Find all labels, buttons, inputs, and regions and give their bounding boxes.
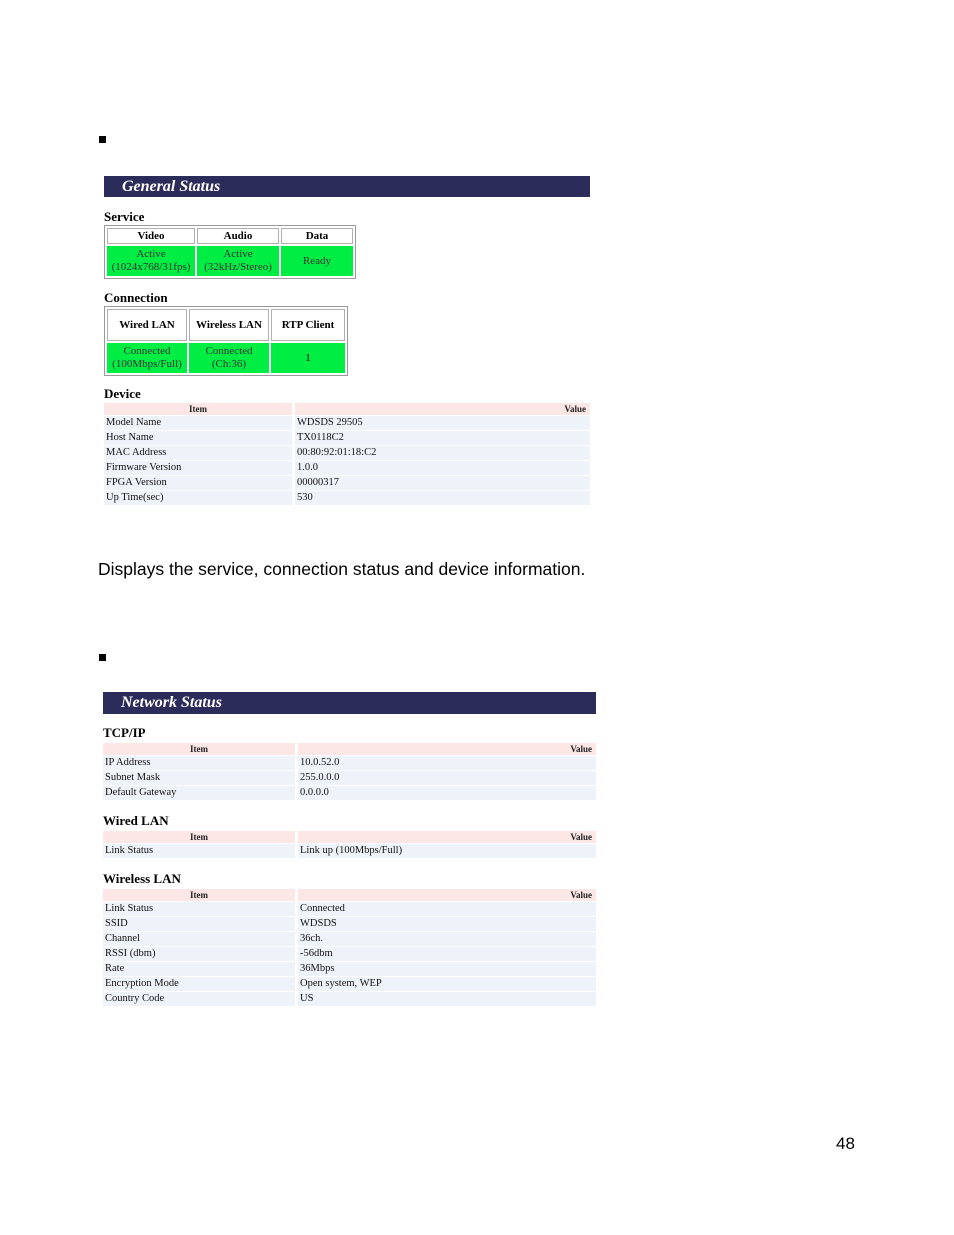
item-label: Link Status [103,902,295,916]
device-header-item: Item [104,403,292,415]
wired-lan-heading: Wired LAN [103,813,169,828]
item-value: 0.0.0.0 [295,786,596,800]
item-label: Up Time(sec) [104,491,292,505]
service-header-audio: Audio [197,228,279,244]
service-audio-status: Active (32kHz/Stereo) [197,246,279,276]
wireless-lan-row [103,947,596,961]
connection-wired-status: Connected (100Mbps/Full) [107,343,187,373]
item-value: TX0118C2 [292,431,590,445]
service-video-status: Active (1024x768/31fps) [107,246,195,276]
item-value: 1.0.0 [292,461,590,475]
device-row [104,491,590,505]
description-text: Displays the service, connection status and device information. [98,559,586,579]
service-header-data: Data [281,228,353,244]
wireless-lan-row [103,932,596,946]
item-value: 00:80:92:01:18:C2 [292,446,590,460]
item-value: 255.0.0.0 [295,771,596,785]
item-label: Country Code [103,992,295,1006]
wired-lan-table [103,830,596,859]
wireless-header-value: Value [295,889,596,901]
item-label: Encryption Mode [103,977,295,991]
item-label: FPGA Version [104,476,292,490]
item-label: Firmware Version [104,461,292,475]
item-label: Default Gateway [103,786,295,800]
item-value: 00000317 [292,476,590,490]
service-header-video: Video [107,228,195,244]
wireless-lan-table [103,888,596,1007]
device-header-value: Value [292,403,590,415]
general-status-title: General Status [104,176,590,197]
tcpip-header-value: Value [295,743,596,755]
connection-header-wireless: Wireless LAN [189,309,269,341]
device-heading: Device [104,386,141,401]
wireless-header-item: Item [103,889,295,901]
wireless-lan-row [103,977,596,991]
tcpip-table [103,742,596,801]
item-value: 530 [292,491,590,505]
item-value: US [295,992,596,1006]
item-label: IP Address [103,756,295,770]
item-value: Open system, WEP [295,977,596,991]
item-label: RSSI (dbm) [103,947,295,961]
device-row [104,416,590,430]
device-table [104,402,590,506]
connection-rtp-status: 1 [271,343,345,373]
item-value: WDSDS [295,917,596,931]
item-label: Link Status [103,844,295,858]
wireless-lan-heading: Wireless LAN [103,871,181,886]
item-value: WDSDS 29505 [292,416,590,430]
service-table [104,225,356,279]
item-label: SSID [103,917,295,931]
item-value: 36Mbps [295,962,596,976]
tcpip-row [103,756,596,770]
bullet-marker [99,136,106,143]
item-value: Link up (100Mbps/Full) [295,844,596,858]
connection-table [104,306,348,376]
device-row [104,461,590,475]
service-heading: Service [104,209,145,224]
tcpip-row [103,771,596,785]
connection-wireless-status: Connected (Ch:36) [189,343,269,373]
page-number: 48 [836,1134,855,1153]
wireless-lan-row [103,917,596,931]
item-label: Subnet Mask [103,771,295,785]
wireless-lan-row [103,902,596,916]
general-status-panel [104,176,590,506]
network-status-panel [103,692,596,1007]
item-label: Model Name [104,416,292,430]
item-label: Channel [103,932,295,946]
item-value: -56dbm [295,947,596,961]
connection-heading: Connection [104,290,168,305]
wired-header-item: Item [103,831,295,843]
tcpip-heading: TCP/IP [103,725,146,740]
tcpip-header-item: Item [103,743,295,755]
device-row [104,431,590,445]
bullet-marker [99,654,106,661]
connection-header-rtp: RTP Client [271,309,345,341]
wired-lan-row [103,844,596,858]
wireless-lan-row [103,962,596,976]
item-value: 36ch. [295,932,596,946]
tcpip-row [103,786,596,800]
network-status-title: Network Status [103,692,596,714]
connection-header-wired: Wired LAN [107,309,187,341]
device-row [104,476,590,490]
wired-header-value: Value [295,831,596,843]
item-label: MAC Address [104,446,292,460]
wireless-lan-row [103,992,596,1006]
item-label: Rate [103,962,295,976]
device-row [104,446,590,460]
service-data-status: Ready [281,246,353,276]
item-label: Host Name [104,431,292,445]
item-value: 10.0.52.0 [295,756,596,770]
item-value: Connected [295,902,596,916]
